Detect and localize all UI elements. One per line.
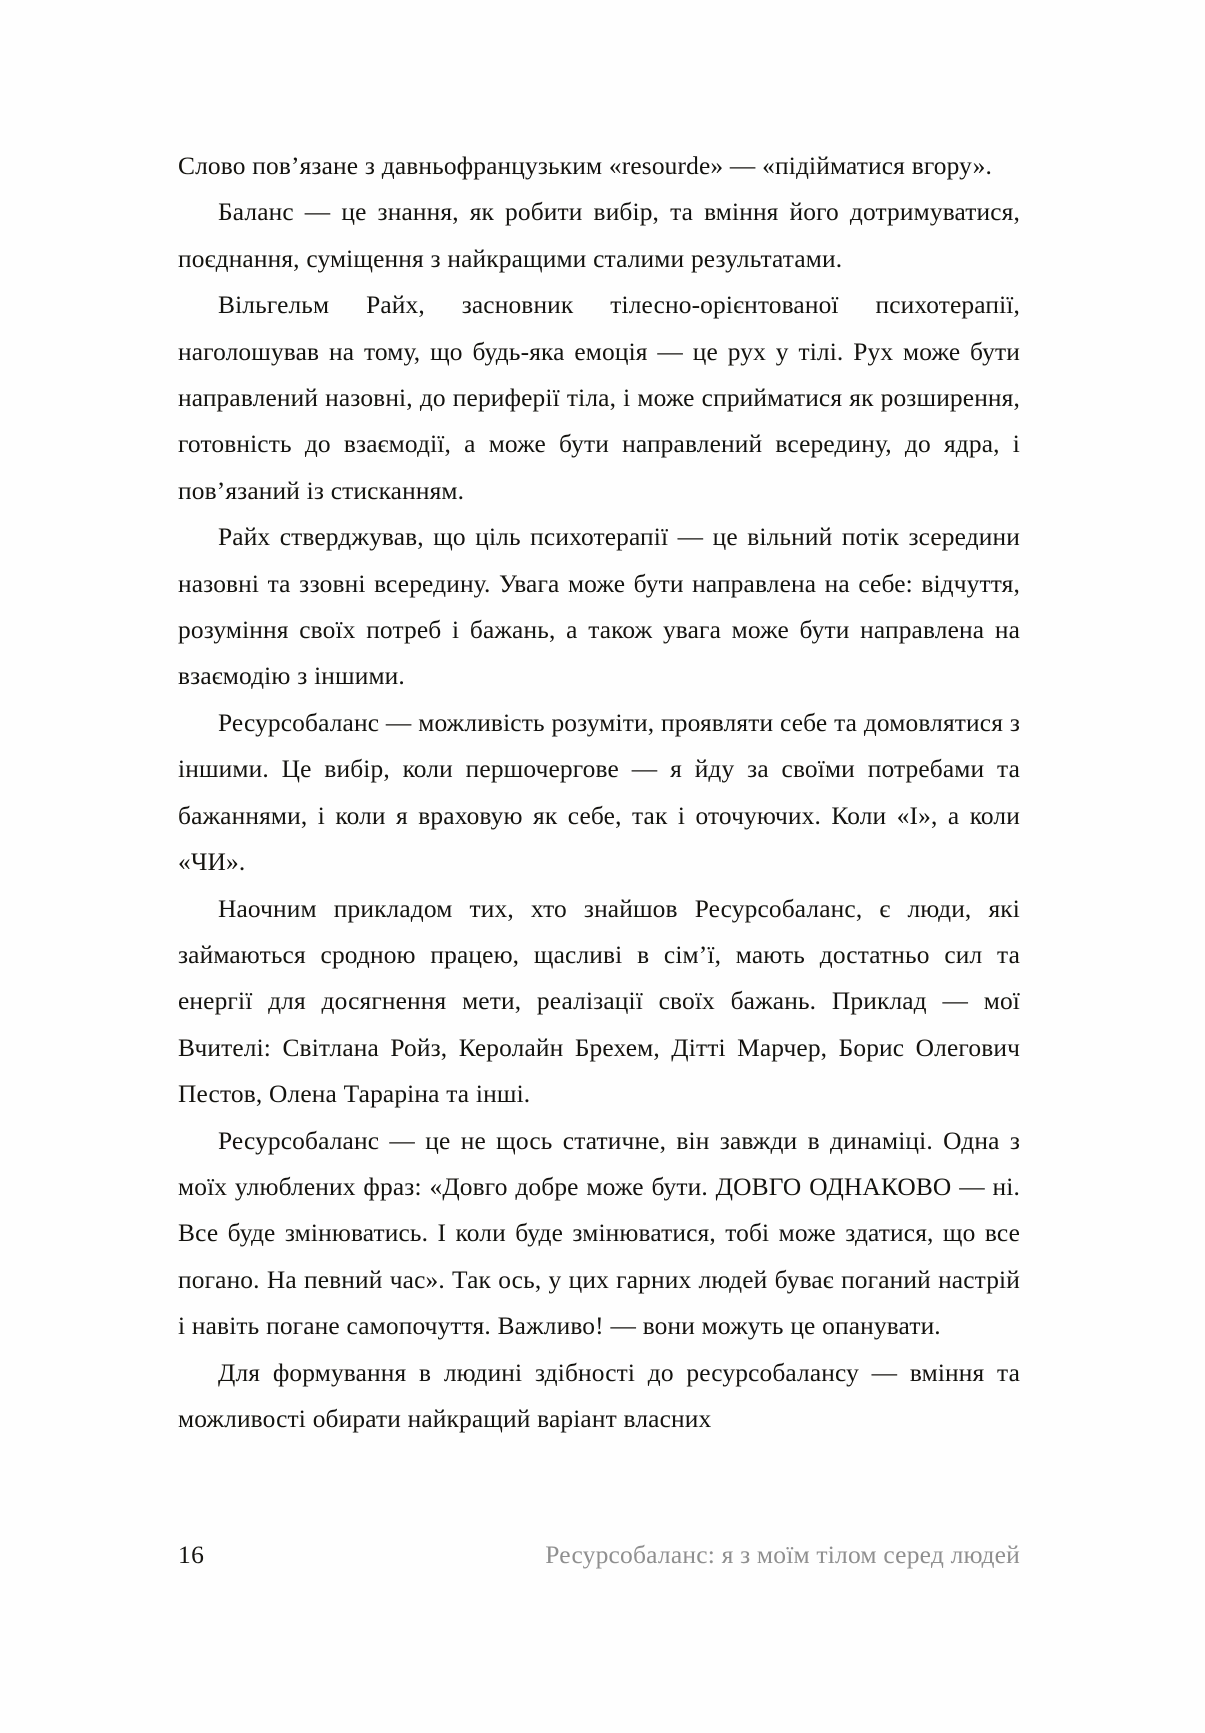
paragraph-forming: Для формування в людині здібності до ресурсобалансу — вміння та можливості обирати найкращий варіант власних — [178, 1358, 1020, 1433]
paragraph-balans: Баланс — це знання, як робити вибір, та вміння його дотримуватися, поєднання, суміщення з найкращими сталими результатами. — [178, 198, 1020, 273]
paragraph-examples: Наочним прикладом тих, хто знайшов Ресурсобаланс, є люди, які займаються сродною працею, щасливі в сім’ї, мають достатньо сил та енергії для досягнення мети, реалізації своїх бажань. Приклад — мої Вчителі: Світлана Ройз, Керолайн Брехем, Дітті Марчер, Борис Олегович Пестов, Олена Тараріна та інші. — [178, 894, 1020, 1109]
paragraph-resursobalans-definition: Ресурсобаланс — можливість розуміти, проявляти себе та домовлятися з іншими. Це вибір, коли першочергове — я йду за своїми потребами та бажаннями, і коли я враховую як себе, так і оточуючих. Коли «І», а коли «ЧИ». — [178, 708, 1020, 877]
running-head: Ресурсобаланс: я з моїм тілом серед людей — [545, 1540, 1020, 1569]
page-number: 16 — [178, 1540, 205, 1569]
page-footer — [178, 1537, 1020, 1577]
paragraph-reich-claim: Райх стверджував, що ціль психотерапії — це вільний потік зсередини назовні та ззовні всередину. Увага може бути направлена на себе: відчуття, розуміння своїх потреб і бажань, а також увага може бути направлена на взаємодію з іншими. — [178, 523, 1020, 691]
paragraph-reich: Вільгельм Райх, засновник тілесно-орієнтованої психотерапії, наголошував на тому, що будь-яка емоція — це рух у тілі. Рух може бути направлений назовні, до периферії тіла, і може сприйматися як розширення, готовність до взаємодії, а може бути направлений всередину, до ядра, і пов’язаний із стисканням. — [178, 291, 1020, 505]
paragraph-dynamic: Ресурсобаланс — це не щось статичне, він завжди в динаміці. Одна з моїх улюблених фраз: «Довго добре може бути. ДОВГО ОДНАКОВО — ні. Все буде змінюватись. І коли буде змінюватися, тобі може здатися, що все погано. На певний час». Так ось, у цих гарних людей буває поганий настрій і навіть погане самопочуття. Важливо! — вони можуть це опанувати. — [178, 1126, 1020, 1341]
page-text-block — [178, 143, 1020, 1442]
paragraph-resourde: Слово пов’язане з давньофранцузьким «resourde» — «підійматися вгору». — [178, 152, 992, 180]
